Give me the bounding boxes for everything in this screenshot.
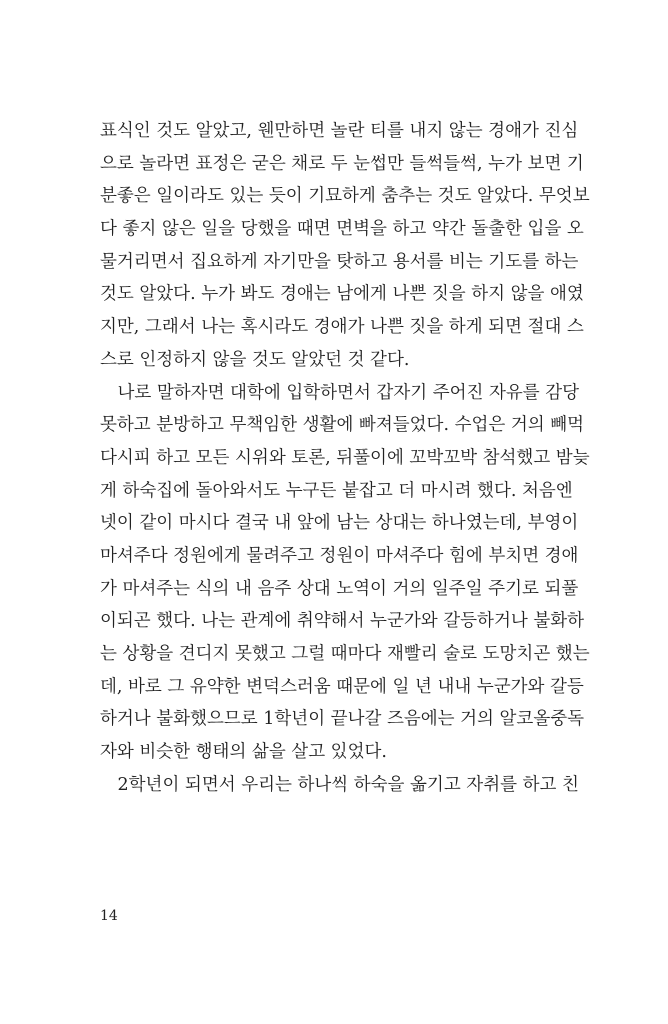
text-line: 나로 말하자면 대학에 입학하면서 갑자기 주어진 자유를 감당 bbox=[117, 382, 580, 403]
text-line: 2학년이 되면서 우리는 하나씩 하숙을 옮기고 자취를 하고 친 bbox=[117, 774, 579, 795]
text-line: 물거리면서 집요하게 자기만을 탓하고 용서를 비는 기도를 하는 bbox=[100, 251, 579, 272]
text-line: 이되곤 했다. 나는 관계에 취약해서 누군가와 갈등하거나 불화하 bbox=[100, 611, 585, 632]
text-line: 으로 놀라면 표정은 굳은 채로 두 눈썹만 들썩들썩, 누가 보면 기 bbox=[100, 153, 584, 174]
text-line: 마셔주다 정원에게 물려주고 정원이 마셔주다 힘에 부치면 경애 bbox=[100, 545, 579, 566]
text-line: 표식인 것도 알았고, 웬만하면 놀란 티를 내지 않는 경애가 진심 bbox=[100, 121, 579, 141]
text-line: 데, 바로 그 유약한 변덕스러움 때문에 일 년 내내 누군가와 갈등 bbox=[100, 676, 584, 697]
text-line: 는 상황을 견디지 못했고 그럴 때마다 재빨리 술로 도망치곤 했는 bbox=[100, 644, 590, 664]
text-line: 분좋은 일이라도 있는 듯이 기묘하게 춤추는 것도 알았다. 무엇보 bbox=[100, 186, 590, 207]
body-text bbox=[100, 115, 590, 801]
text-line: 다시피 하고 모든 시위와 토론, 뒤풀이에 꼬박꼬박 참석했고 밤늦 bbox=[100, 447, 590, 468]
text-line: 지만, 그래서 나는 혹시라도 경애가 나쁜 짓을 하게 되면 절대 스 bbox=[100, 317, 584, 338]
text-line: 것도 알았다. 누가 봐도 경애는 남에게 나쁜 짓을 하지 않을 애였 bbox=[100, 284, 584, 305]
page-number: 14 bbox=[100, 908, 118, 924]
text-line: 가 마셔주는 식의 내 음주 상대 노역이 거의 일주일 주기로 되풀 bbox=[100, 578, 579, 599]
text-line: 게 하숙집에 돌아와서도 누구든 붙잡고 더 마시려 했다. 처음엔 bbox=[100, 480, 573, 501]
text-line: 넷이 같이 마시다 결국 내 앞에 남는 상대는 하나였는데, 부영이 bbox=[100, 513, 579, 534]
text-line: 못하고 분방하고 무책임한 생활에 빠져들었다. 수업은 거의 빼먹 bbox=[100, 415, 585, 436]
text-line: 하거나 불화했으므로 1학년이 끝나갈 즈음에는 거의 알코올중독 bbox=[100, 709, 585, 730]
text-line: 자와 비슷한 행태의 삶을 살고 있었다. bbox=[100, 742, 387, 763]
text-line: 다 좋지 않은 일을 당했을 때면 면벽을 하고 약간 돌출한 입을 오 bbox=[100, 219, 584, 240]
text-line: 스로 인정하지 않을 것도 알았던 것 같다. bbox=[100, 349, 410, 370]
